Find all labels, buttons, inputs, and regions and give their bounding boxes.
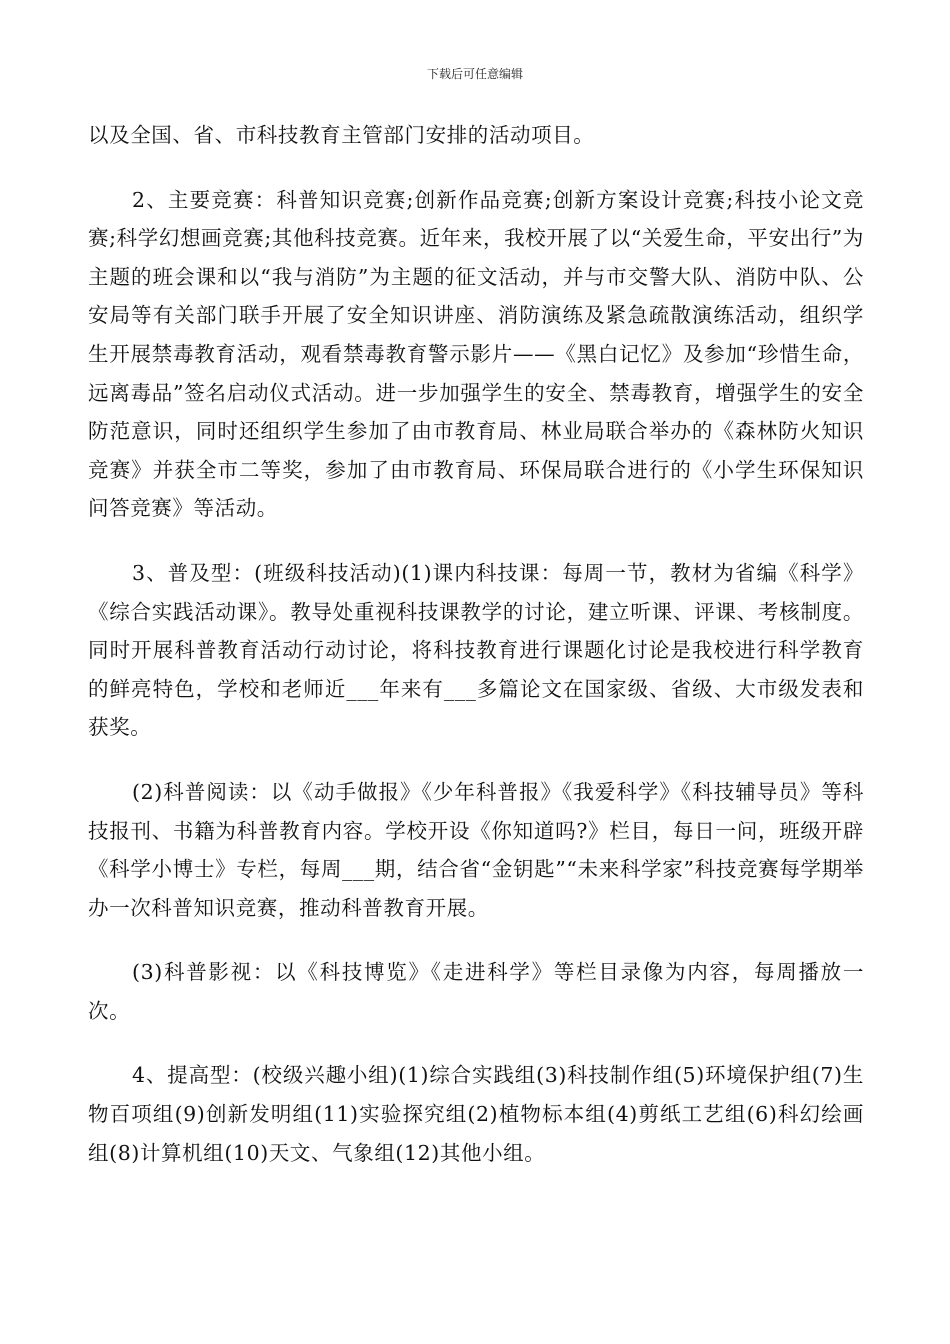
paragraph-competitions: 2、主要竞赛：科普知识竞赛;创新作品竞赛;创新方案设计竞赛;科技小论文竞赛;科学幻想画竞赛;其他科技竞赛。近年来，我校开展了以“关爱生命，平安出行”为主题的班会课和以“我与消防”为主题的征文活动，并与市交警大队、消防中队、公安局等有关部门联手开展了安全知识讲座、消防演练及紧急疏散演练活动，组织学生开展禁毒教育活动，观看禁毒教育警示影片——《黑白记忆》及参加“珍惜生命，远离毒品”签名启动仪式活动。进一步加强学生的安全、禁毒教育，增强学生的安全防范意识，同时还组织学生参加了由市教育局、林业局联合举办的《森林防火知识竞赛》并获全市二等奖，参加了由市教育局、环保局联合进行的《小学生环保知识问答竞赛》等活动。 <box>88 187 864 521</box>
page-header: 下载后可任意编辑 <box>426 67 523 81</box>
paragraph-interest-groups: 4、提高型：(校级兴趣小组)(1)综合实践组(3)科技制作组(5)环境保护组(7)生物百项组(9)创新发明组(11)实验探究组(2)植物标本组(4)剪纸工艺组(6)科幻绘画组(8)计算机组(10)天文、气象组(12)其他小组。 <box>88 1063 864 1165</box>
paragraph-science-reading: (2)科普阅读：以《动手做报》《少年科普报》《我爱科学》《科技辅导员》等科技报刊、书籍为科普教育内容。学校开设《你知道吗?》栏目，每日一问，班级开辟《科学小博士》专栏，每周___期，结合省“金钥匙”“未来科学家”科技竞赛每学期举办一次科普知识竞赛，推动科普教育开展。 <box>88 779 864 920</box>
paragraph-popularization: 3、普及型：(班级科技活动)(1)课内科技课：每周一节，教材为省编《科学》《综合实践活动课》。教导处重视科技课教学的讨论，建立听课、评课、考核制度。同时开展科普教育活动行动讨论，将科技教育进行课题化讨论是我校进行科学教育的鲜亮特色，学校和老师近___年来有___多篇论文在国家级、省级、大市级发表和获奖。 <box>88 560 864 740</box>
document-body <box>88 116 864 1172</box>
paragraph-continuation: 以及全国、省、市科技教育主管部门安排的活动项目。 <box>88 123 595 147</box>
paragraph-science-video: (3)科普影视：以《科技博览》《走进科学》等栏目录像为内容，每周播放一次。 <box>88 960 864 1023</box>
